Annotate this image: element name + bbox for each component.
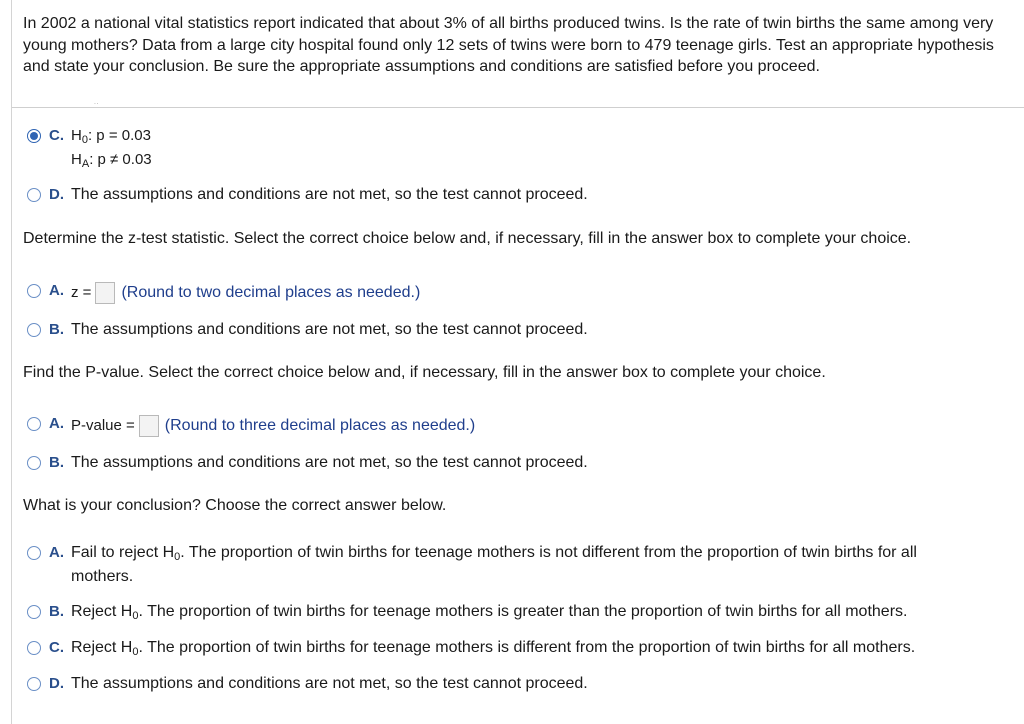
z-round-hint: (Round to two decimal places as needed.) [121,284,421,302]
option-letter: B. [49,321,64,338]
conclusion-option-d[interactable] [27,674,588,694]
radio-icon[interactable] [27,456,41,470]
z-option-b[interactable] [27,320,588,340]
option-text: The assumptions and conditions are not met, so the test cannot proceed. [71,321,588,338]
option-text: The assumptions and conditions are not met, so the test cannot proceed. [71,186,588,203]
conclusion-prompt: What is your conclusion? Choose the correct answer below. [23,497,447,514]
conclusion-option-a[interactable] [27,543,981,589]
p-value-label: P-value = [71,417,135,435]
null-hypothesis: $H_0$: p = 0.03 [71,127,151,146]
option-letter: B. [49,603,64,620]
question-text: In 2002 a national vital statistics report indicated that about 3% of all births produced twins. Is the rate of twin births the same among very young mothers? Data from a large city hospital found only 12 sets of twins were born to 479 teenage girls. Test an appropriate hypothesis and state your conclusion. Be sure the appropriate assumptions and conditions are satisfied before you proceed. [23,15,994,75]
option-text: Fail to reject $H_0$. The proportion of twin births for teenage mothers is not different from the proportion of twin births for all mothers. [71,544,917,585]
option-text: The assumptions and conditions are not met, so the test cannot proceed. [71,454,588,471]
p-option-a[interactable] [27,414,475,437]
option-letter: B. [49,454,64,471]
radio-icon[interactable] [27,605,41,619]
hypothesis-option-d[interactable] [27,185,588,205]
z-label: z = [71,284,92,302]
option-letter: A. [49,544,64,561]
p-value-answer-input[interactable] [139,415,159,437]
radio-icon[interactable] [27,284,41,298]
option-text: Reject $H_0$. The proportion of twin births for teenage mothers is greater than the proportion of twin births for all mothers. [71,603,908,622]
option-text [71,415,475,437]
conclusion-option-b[interactable] [27,602,907,622]
conclusion-option-c[interactable] [27,638,915,658]
option-letter: D. [49,675,64,692]
question-divider [12,107,1024,108]
p-value-round-hint: (Round to three decimal places as needed.) [164,417,476,435]
radio-selected-icon[interactable] [27,129,41,143]
radio-icon[interactable] [27,677,41,691]
option-text: Reject $H_0$. The proportion of twin births for teenage mothers is different from the proportion of twin births for all mothers. [71,639,916,658]
option-letter: A. [49,282,64,299]
option-letter: C. [49,639,64,656]
radio-icon[interactable] [27,417,41,431]
option-text [71,282,420,304]
option-text: The assumptions and conditions are not met, so the test cannot proceed. [71,675,588,692]
radio-icon[interactable] [27,546,41,560]
option-letter: C. [49,127,64,144]
z-answer-input[interactable] [95,282,115,304]
hypothesis-option-c[interactable] [27,126,152,172]
z-option-a[interactable] [27,281,420,304]
p-option-b[interactable] [27,453,588,473]
radio-icon[interactable] [27,641,41,655]
hypothesis-text [71,124,152,172]
option-letter: A. [49,415,64,432]
radio-icon[interactable] [27,323,41,337]
option-letter: D. [49,186,64,203]
z-section-prompt: Determine the z-test statistic. Select the correct choice below and, if necessary, fill in the answer box to complete your choice. [23,230,912,247]
radio-icon[interactable] [27,188,41,202]
p-section-prompt: Find the P-value. Select the correct choice below and, if necessary, fill in the answer box to complete your choice. [23,364,826,381]
alt-hypothesis: $H_A$: p ≠ 0.03 [71,151,152,170]
